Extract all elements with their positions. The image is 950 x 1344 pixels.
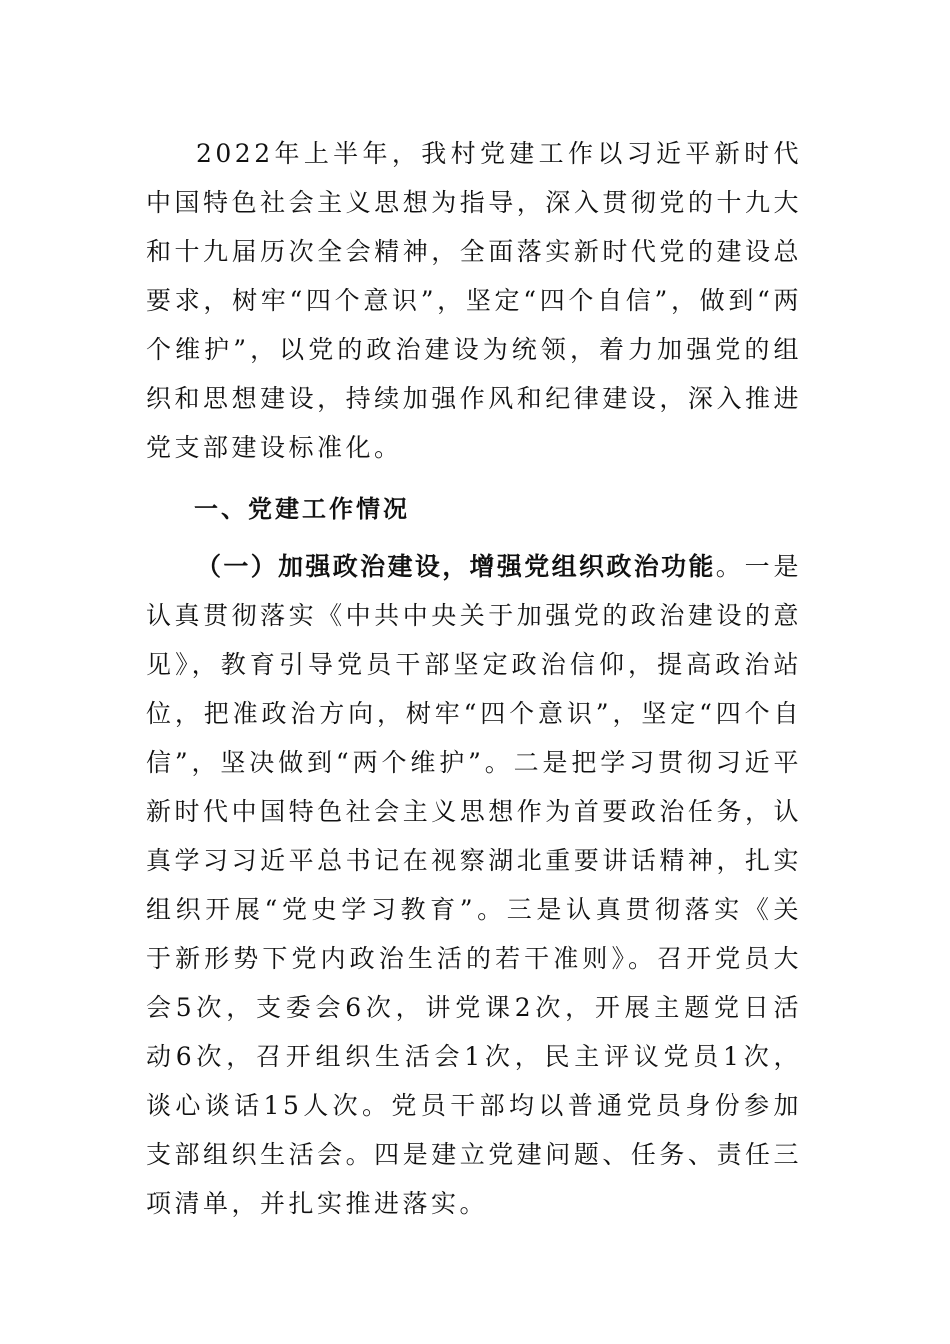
document-body [146, 129, 802, 1228]
subsection-paragraph [146, 542, 802, 1228]
subsection-heading: （一）加强政治建设，增强党组织政治功能 [196, 552, 716, 581]
intro-paragraph: 2022年上半年，我村党建工作以习近平新时代中国特色社会主义思想为指导，深入贯彻党的十九大和十九届历次全会精神，全面落实新时代党的建设总要求，树牢“四个意识”，坚定“四个自信”，做到“两个维护”，以党的政治建设为统领，着力加强党的组织和思想建设，持续加强作风和纪律建设，深入推进党支部建设标准化。 [146, 139, 802, 462]
subsection-body: 。一是认真贯彻落实《中共中央关于加强党的政治建设的意见》，教育引导党员干部坚定政治信仰，提高政治站位，把准政治方向，树牢“四个意识”，坚定“四个自信”，坚决做到“两个维护”。二是把学习贯彻习近平新时代中国特色社会主义思想作为首要政治任务，认真学习习近平总书记在视察湖北重要讲话精神，扎实组织开展“党史学习教育”。三是认真贯彻落实《关于新形势下党内政治生活的若干准则》。召开党员大会5次，支委会6次，讲党课2次，开展主题党日活动6次，召开组织生活会1次，民主评议党员1次，谈心谈话15人次。党员干部均以普通党员身份参加支部组织生活会。四是建立党建问题、任务、责任三项清单，并扎实推进落实。 [146, 552, 802, 1218]
section-heading: 一、党建工作情况 [194, 495, 410, 523]
